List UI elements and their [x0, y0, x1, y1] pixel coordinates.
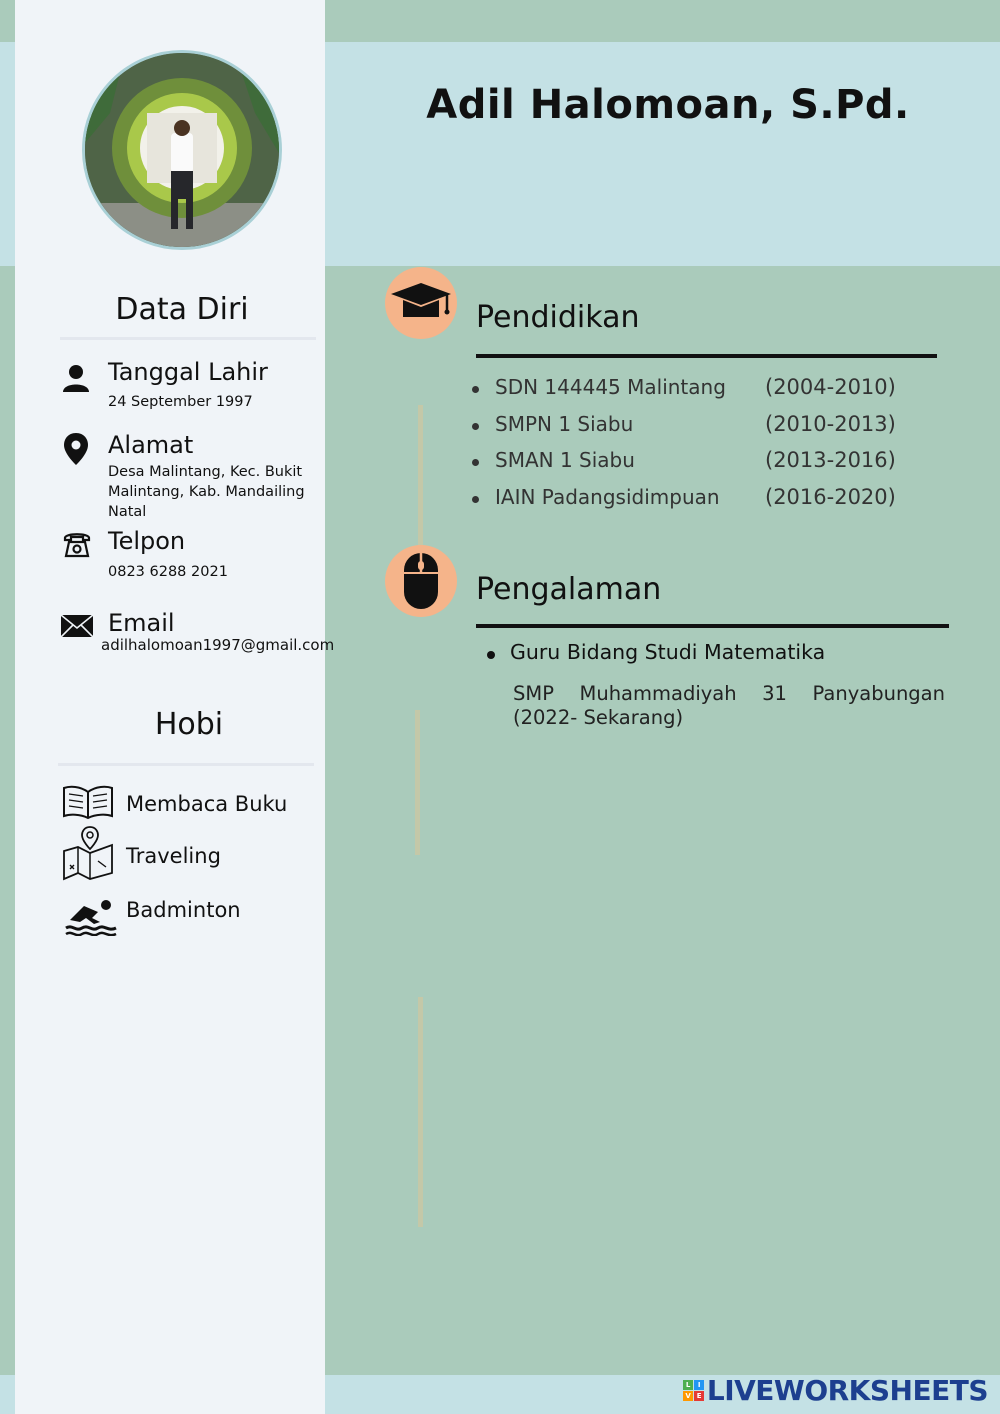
map-icon — [62, 825, 114, 885]
swimmer-icon — [64, 896, 118, 940]
hobby-reading: Membaca Buku — [126, 792, 288, 816]
timeline-segment — [418, 997, 423, 1227]
bullet — [472, 423, 479, 430]
education-heading: Pendidikan — [476, 300, 640, 335]
bullet — [487, 651, 495, 659]
hobby-traveling: Traveling — [126, 844, 221, 868]
bullet — [472, 459, 479, 466]
school-years: (2016-2020) — [765, 485, 896, 509]
birth-label: Tanggal Lahir — [108, 358, 268, 386]
address-line-1: Desa Malintang, Kec. Bukit — [108, 464, 303, 480]
open-book-icon — [62, 784, 114, 824]
list-item — [470, 375, 930, 405]
address-label: Alamat — [108, 431, 194, 459]
email-label: Email — [108, 609, 175, 637]
graduation-cap-icon — [385, 267, 457, 339]
computer-mouse-icon — [385, 545, 457, 617]
education-divider — [476, 354, 937, 358]
experience-heading: Pengalaman — [476, 572, 662, 607]
birth-value: 24 September 1997 — [108, 394, 253, 410]
school-years: (2010-2013) — [765, 412, 896, 436]
logo-grid-icon: L I V E — [683, 1380, 704, 1401]
phone-value: 0823 6288 2021 — [108, 564, 228, 580]
email-value: adilhalomoan1997@gmail.com — [101, 636, 335, 654]
school-years: (2013-2016) — [765, 448, 896, 472]
data-diri-heading: Data Diri — [115, 292, 249, 327]
school-name: SMPN 1 Siabu — [495, 412, 634, 436]
phone-label: Telpon — [108, 527, 186, 555]
location-pin-icon — [62, 432, 90, 470]
job-place: SMP Muhammadiyah 31 Panyabungan (2022- Sekarang) — [513, 682, 945, 729]
list-item — [470, 412, 930, 442]
address-line-3: Natal — [108, 504, 147, 520]
bullet — [472, 386, 479, 393]
page-title: Adil Halomoan, S.Pd. — [426, 82, 910, 128]
school-name: SMAN 1 Siabu — [495, 448, 635, 472]
person-icon — [60, 362, 92, 398]
list-item — [470, 448, 930, 478]
list-item — [470, 485, 930, 515]
school-years: (2004-2010) — [765, 375, 896, 399]
telephone-icon — [62, 529, 92, 563]
hobi-divider — [58, 763, 314, 766]
address-line-2: Malintang, Kab. Mandailing — [108, 484, 305, 500]
timeline-segment — [415, 710, 420, 855]
brand-text: LIVEWORKSHEETS — [706, 1374, 988, 1407]
hobi-heading: Hobi — [154, 707, 224, 742]
timeline-segment — [418, 405, 423, 555]
job-title: Guru Bidang Studi Matematika — [510, 640, 826, 664]
school-name: IAIN Padangsidimpuan — [495, 485, 720, 509]
envelope-icon — [60, 614, 94, 642]
school-name: SDN 144445 Malintang — [495, 375, 726, 399]
profile-photo — [82, 50, 282, 250]
data-diri-divider — [60, 337, 316, 340]
liveworksheets-logo — [683, 1374, 988, 1407]
bullet — [472, 496, 479, 503]
experience-divider — [476, 624, 949, 628]
hobby-badminton: Badminton — [126, 898, 241, 922]
